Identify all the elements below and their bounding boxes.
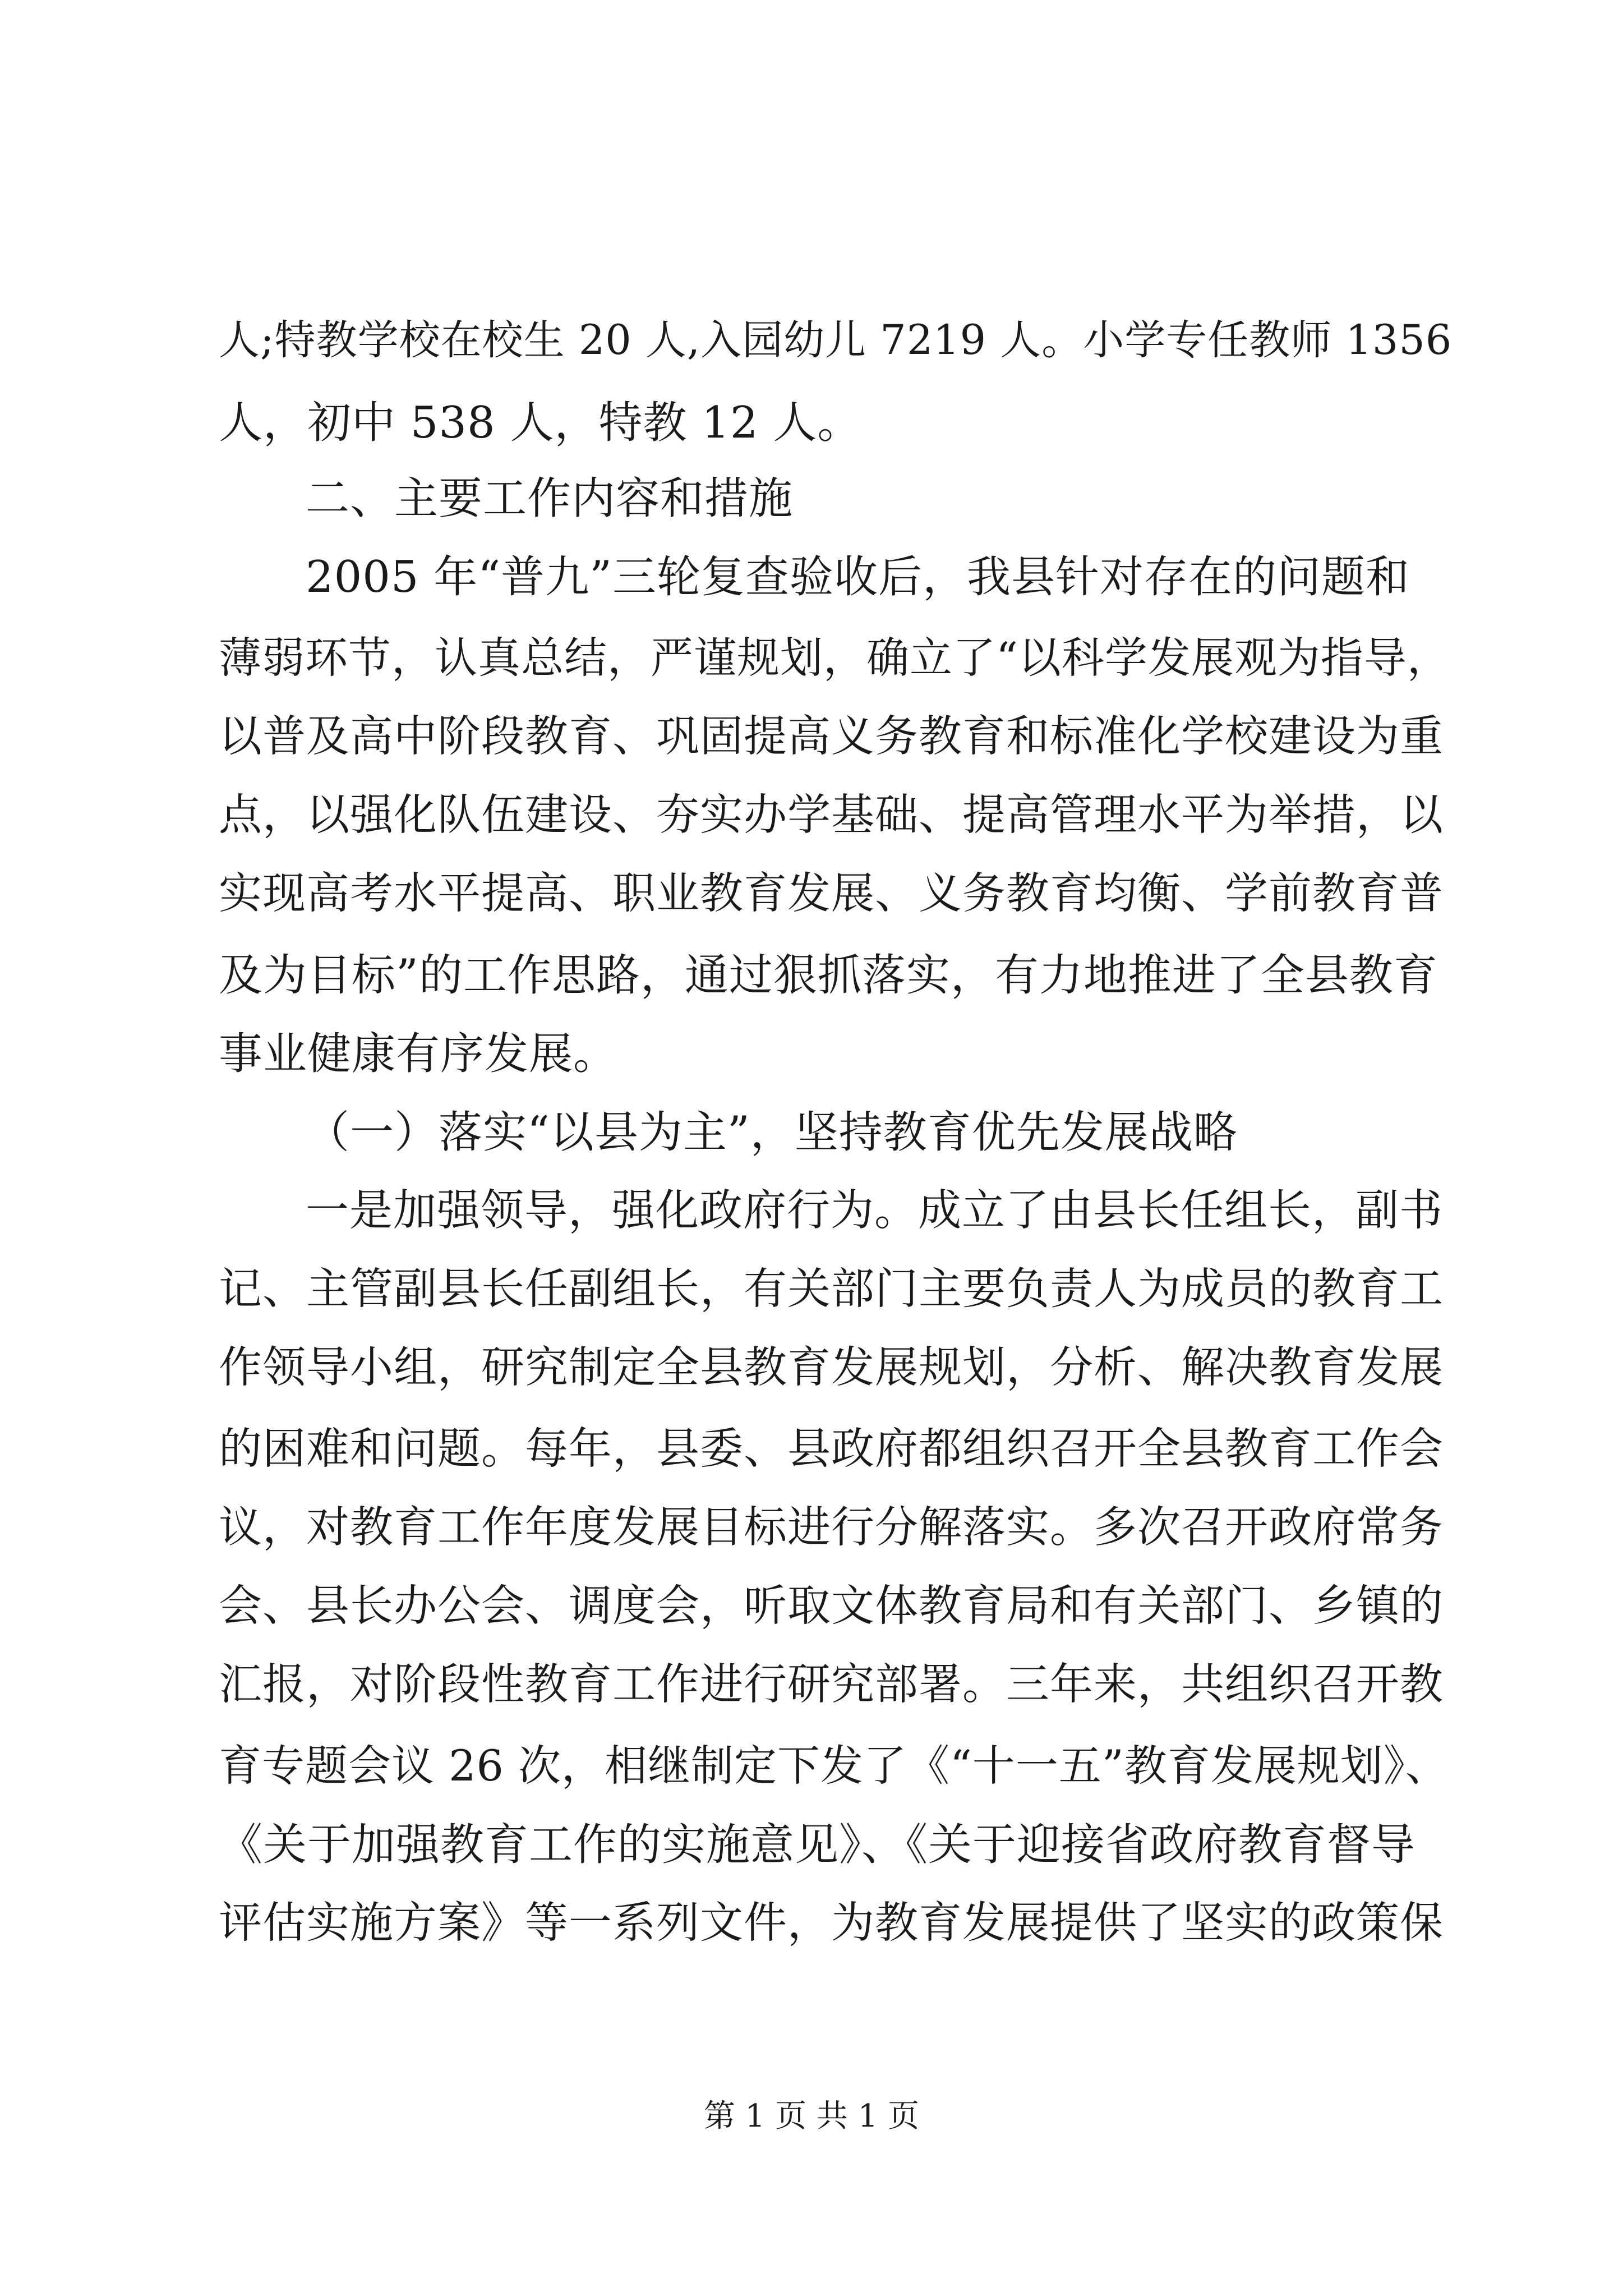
text-line: 以普及高中阶段教育、巩固提高义务教育和标准化学校建设为重 — [219, 712, 1444, 762]
section-heading: 二、主要工作内容和措施 — [306, 473, 794, 524]
text-line: 汇报，对阶段性教育工作进行研究部署。三年来，共组织召开教 — [219, 1660, 1444, 1710]
text-line: 作领导小组，研究制定全县教育发展规划，分析、解决教育发展 — [219, 1343, 1444, 1393]
text-line: 《关于加强教育工作的实施意见》、《关于迎接省政府教育督导 — [219, 1820, 1416, 1870]
text-line: 会、县长办公会、调度会，听取文体教育局和有关部门、乡镇的 — [219, 1581, 1444, 1631]
text-line: 的困难和问题。每年，县委、县政府都组织召开全县教育工作会 — [219, 1424, 1444, 1474]
text-line: 实现高考水平提高、职业教育发展、义务教育均衡、学前教育普 — [219, 869, 1444, 919]
text-line: 事业健康有序发展。 — [219, 1029, 618, 1079]
text-line: 评估实施方案》等一系列文件，为教育发展提供了坚实的政策保 — [219, 1898, 1444, 1948]
paragraph-first-line: 2005 年“普九”三轮复查验收后，我县针对存在的问题和 — [306, 552, 1410, 602]
page-number-footer: 第 1 页 共 1 页 — [703, 2098, 920, 2134]
subsection-heading: （一）落实“以县为主”，坚持教育优先发展战略 — [306, 1107, 1238, 1158]
text-line: 及为目标”的工作思路，通过狠抓落实，有力地推进了全县教育 — [219, 950, 1438, 1001]
text-line: 人，初中 538 人，特教 12 人。 — [219, 398, 862, 448]
text-line: 人;特教学校在校生 20 人,入园幼儿 7219 人。小学专任教师 1356 — [219, 316, 1453, 364]
text-line: 议，对教育工作年度发展目标进行分解落实。多次召开政府常务 — [219, 1503, 1444, 1553]
text-line: 点，以强化队伍建设、夯实办学基础、提高管理水平为举措，以 — [219, 790, 1444, 840]
text-line: 记、主管副县长任副组长，有关部门主要负责人为成员的教育工 — [219, 1264, 1444, 1314]
paragraph-first-line: 一是加强领导，强化政府行为。成立了由县长任组长，副书 — [306, 1186, 1443, 1236]
text-line: 育专题会议 26 次，相继制定下发了《“十一五”教育发展规划》、 — [219, 1741, 1449, 1791]
text-line: 薄弱环节，认真总结，严谨规划，确立了“以科学发展观为指导， — [219, 633, 1450, 683]
